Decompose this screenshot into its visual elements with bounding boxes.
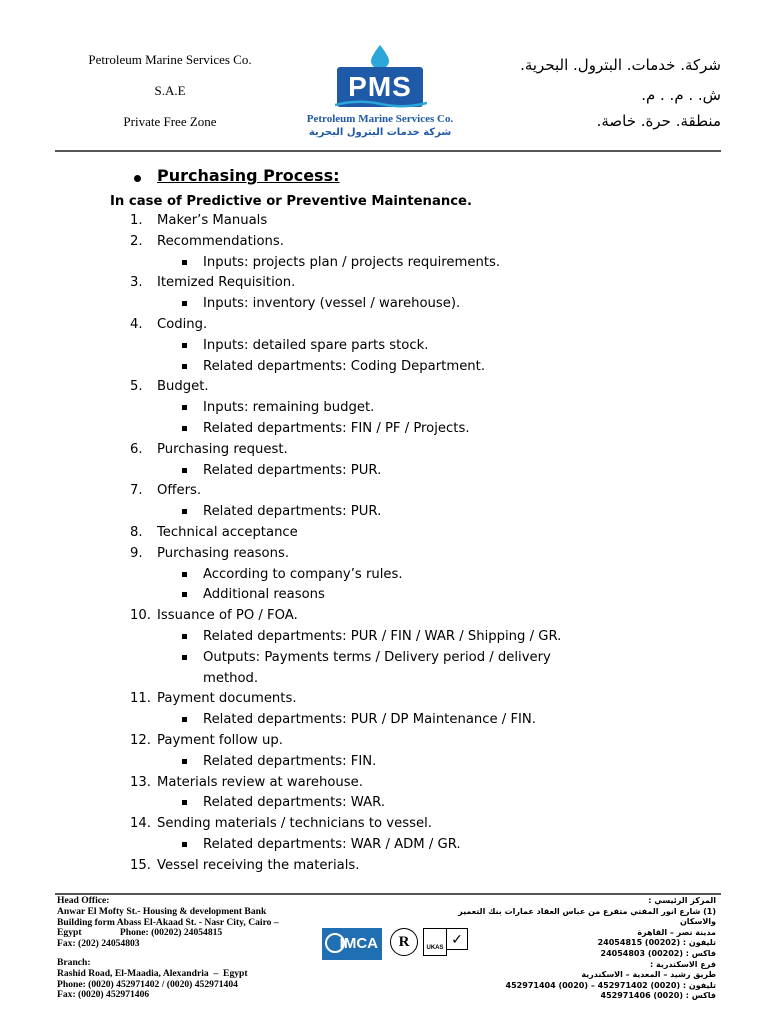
square-bullet-icon bbox=[182, 468, 187, 473]
footer-line-en: Fax: (202) 24054803 bbox=[57, 938, 140, 950]
list-item-text: Maker’s Manuals bbox=[157, 213, 268, 228]
footer-line-en: Rashid Road, El-Maadia, Alexandria – Egypt bbox=[57, 967, 248, 979]
footer-address-en bbox=[57, 896, 279, 1001]
list-item bbox=[0, 315, 640, 336]
sub-bullet-item bbox=[0, 502, 640, 523]
square-bullet-icon bbox=[182, 405, 187, 410]
company-type-ar: ش. . م. . م. bbox=[641, 86, 721, 104]
list-item-number: 5. bbox=[130, 379, 143, 395]
list-item-text: Inputs: inventory (vessel / warehouse). bbox=[203, 296, 461, 312]
list-item-text: Related departments: FIN. bbox=[203, 753, 377, 769]
sub-bullet-item bbox=[0, 419, 640, 440]
process-list bbox=[0, 211, 640, 877]
section-subtitle: In case of Predictive or Preventive Maintenance. bbox=[110, 194, 472, 209]
list-item-number: 15. bbox=[130, 857, 151, 873]
wave-icon bbox=[335, 99, 427, 109]
square-bullet-icon bbox=[182, 301, 187, 306]
list-item-number: 12. bbox=[130, 732, 151, 748]
square-bullet-icon bbox=[182, 759, 187, 764]
footer-line-ar: تليفون : (00202) 24054815 bbox=[597, 938, 716, 948]
square-bullet-icon bbox=[182, 717, 187, 722]
square-bullet-icon bbox=[182, 572, 187, 577]
pms-logo-name-ar: شركة خدمات البترول البحرية bbox=[308, 127, 452, 138]
square-bullet-icon bbox=[182, 509, 187, 514]
list-item-text: Sending materials / technicians to vessel. bbox=[157, 816, 432, 832]
list-item bbox=[0, 481, 640, 502]
list-item bbox=[0, 814, 640, 835]
sub-bullet-item bbox=[0, 357, 640, 378]
footer-line-ar: تليفون : (0020) 452971402 – (0020) 452971404 bbox=[505, 980, 716, 990]
check-cert-icon: ✓ bbox=[446, 928, 468, 950]
imca-logo bbox=[322, 928, 382, 960]
list-item-number: 13. bbox=[130, 774, 151, 790]
list-item bbox=[0, 273, 640, 294]
list-item-text: Payment documents. bbox=[157, 691, 297, 707]
footer-line-en: Head Office: bbox=[57, 895, 110, 906]
list-item bbox=[0, 440, 640, 461]
list-item bbox=[0, 377, 640, 398]
pms-logo bbox=[305, 45, 455, 145]
list-item-text: Technical acceptance bbox=[157, 524, 298, 540]
square-bullet-icon bbox=[182, 634, 187, 639]
pms-logo-name-en: Petroleum Marine Services Co. bbox=[306, 113, 454, 125]
list-item-text: Coding. bbox=[157, 316, 208, 332]
list-item-text: Recommendations. bbox=[157, 233, 284, 249]
company-name-en: Petroleum Marine Services Co. bbox=[88, 52, 252, 67]
company-zone-en: Private Free Zone bbox=[123, 114, 217, 129]
sub-bullet-item bbox=[0, 253, 640, 274]
footer-line-ar: فاكس : (00202) 24054803 bbox=[600, 948, 716, 958]
list-item-text: Additional reasons bbox=[203, 587, 325, 603]
list-item-text: Offers. bbox=[157, 483, 202, 499]
company-zone-ar: منطقة. حرة. خاصة. bbox=[596, 112, 721, 130]
list-item-number: 7. bbox=[130, 483, 143, 499]
list-item bbox=[0, 689, 640, 710]
list-item-text: Related departments: PUR / DP Maintenance / FIN. bbox=[203, 712, 536, 728]
list-item-number: 10. bbox=[130, 608, 151, 624]
footer-line-en: Anwar El Mofty St.- Housing & development Bank bbox=[57, 905, 267, 917]
sub-bullet-item bbox=[0, 793, 640, 814]
sub-bullet-item bbox=[0, 461, 640, 482]
list-item-number: 2. bbox=[130, 233, 143, 249]
sub-bullet-item bbox=[0, 752, 640, 773]
footer-line-en: Egypt Phone: (00202) 24054815 bbox=[57, 927, 223, 939]
list-item-number: 3. bbox=[130, 275, 143, 291]
square-bullet-icon bbox=[182, 592, 187, 597]
square-bullet-icon bbox=[182, 364, 187, 369]
square-bullet-icon bbox=[182, 426, 187, 431]
oil-drop-icon bbox=[371, 45, 389, 69]
list-item-text: According to company’s rules. bbox=[203, 566, 403, 582]
registered-cert-logo: R bbox=[390, 928, 418, 956]
square-bullet-icon bbox=[182, 260, 187, 265]
pms-logo-abbr: PMS bbox=[337, 67, 423, 107]
list-item bbox=[0, 773, 640, 794]
list-item bbox=[0, 731, 640, 752]
footer-line-ar: المركز الرئيسي : bbox=[648, 896, 716, 905]
sub-bullet-item bbox=[0, 336, 640, 357]
company-name-ar: شركة. خدمات. البترول. البحرية. bbox=[520, 56, 721, 74]
square-bullet-icon bbox=[182, 842, 187, 847]
list-item-number: 9. bbox=[130, 545, 143, 561]
list-item-text: Related departments: FIN / PF / Projects. bbox=[203, 420, 470, 436]
list-item bbox=[0, 232, 640, 253]
ukas-label: UKAS bbox=[426, 945, 444, 951]
sub-bullet-item bbox=[0, 294, 640, 315]
list-item bbox=[0, 544, 640, 565]
list-item-text: Related departments: PUR / FIN / WAR / Shipping / GR. bbox=[203, 628, 562, 644]
list-item-number: 11. bbox=[130, 691, 151, 707]
ukas-cert-logo bbox=[423, 928, 447, 956]
list-item-text: Related departments: WAR / ADM / GR. bbox=[203, 836, 461, 852]
sub-bullet-item bbox=[0, 835, 640, 856]
footer-line-en: Branch: bbox=[57, 956, 91, 968]
list-item-text: Budget. bbox=[157, 379, 209, 395]
square-bullet-icon bbox=[182, 800, 187, 805]
sub-bullet-item bbox=[0, 585, 640, 606]
footer-line-ar: والاسكان bbox=[679, 917, 716, 927]
company-type-en: S.A.E bbox=[154, 83, 186, 98]
footer-line-ar: طريق رشيد – المعدية – الاسكندرية bbox=[581, 970, 716, 980]
sub-bullet-item bbox=[0, 710, 640, 731]
footer-line-ar: مدينة نصر – القاهرة bbox=[637, 927, 716, 937]
list-item-text: Inputs: projects plan / projects requirements. bbox=[203, 254, 501, 270]
section-bullet-icon bbox=[134, 175, 141, 182]
list-item bbox=[0, 523, 640, 544]
list-item-number: 1. bbox=[130, 213, 143, 228]
list-item-text: Purchasing request. bbox=[157, 441, 288, 457]
list-item-text: Inputs: detailed spare parts stock. bbox=[203, 337, 429, 353]
header-divider bbox=[55, 150, 721, 152]
list-item-text: Itemized Requisition. bbox=[157, 275, 296, 291]
list-item-text: Materials review at warehouse. bbox=[157, 774, 363, 790]
footer-divider bbox=[55, 893, 721, 895]
list-item-text: Related departments: Coding Department. bbox=[203, 358, 486, 374]
footer-line-ar: فاكس : (0020) 452971406 bbox=[600, 991, 716, 1001]
footer-line-ar: (1) شارع انور المفتي متفرع من عباس العقاد عمارات بنك التعمير bbox=[458, 906, 716, 916]
square-bullet-icon bbox=[182, 343, 187, 348]
sub-bullet-item bbox=[0, 398, 640, 419]
footer-line-en: Phone: (0020) 452971402 / (0020) 452971404 bbox=[57, 978, 238, 990]
list-item-text: Related departments: WAR. bbox=[203, 795, 386, 811]
list-item bbox=[0, 211, 640, 232]
footer-line-ar: فرع الاسكندرية : bbox=[649, 959, 716, 969]
list-item bbox=[0, 856, 640, 877]
footer-address-ar bbox=[458, 896, 716, 1002]
list-item bbox=[0, 606, 640, 627]
imca-label: IMCA bbox=[339, 935, 378, 952]
list-item-text: Outputs: Payments terms / Delivery period / delivery bbox=[203, 649, 551, 665]
footer-line-en: Building form Abass El-Akaad St. - Nasr City, Cairo – bbox=[57, 916, 279, 928]
sub-bullet-item bbox=[0, 648, 640, 669]
list-item-text: Inputs: remaining budget. bbox=[203, 400, 375, 416]
list-item-number: 8. bbox=[130, 524, 143, 540]
sub-bullet-continuation bbox=[0, 669, 640, 690]
list-item-text: method. bbox=[203, 670, 259, 686]
imca-globe-icon bbox=[325, 933, 345, 953]
sub-bullet-item bbox=[0, 565, 640, 586]
list-item-number: 6. bbox=[130, 441, 143, 457]
sub-bullet-item bbox=[0, 627, 640, 648]
section-title: Purchasing Process: bbox=[157, 166, 340, 185]
list-item-text: Payment follow up. bbox=[157, 732, 283, 748]
footer-line-en: Fax: (0020) 452971406 bbox=[57, 989, 150, 1001]
list-item-text: Related departments: PUR. bbox=[203, 462, 382, 478]
square-bullet-icon bbox=[182, 655, 187, 660]
list-item-number: 4. bbox=[130, 316, 143, 332]
list-item-text: Related departments: PUR. bbox=[203, 504, 382, 520]
list-item-text: Issuance of PO / FOA. bbox=[157, 608, 298, 624]
list-item-text: Purchasing reasons. bbox=[157, 545, 290, 561]
list-item-text: Vessel receiving the materials. bbox=[157, 857, 360, 873]
list-item-number: 14. bbox=[130, 816, 151, 832]
